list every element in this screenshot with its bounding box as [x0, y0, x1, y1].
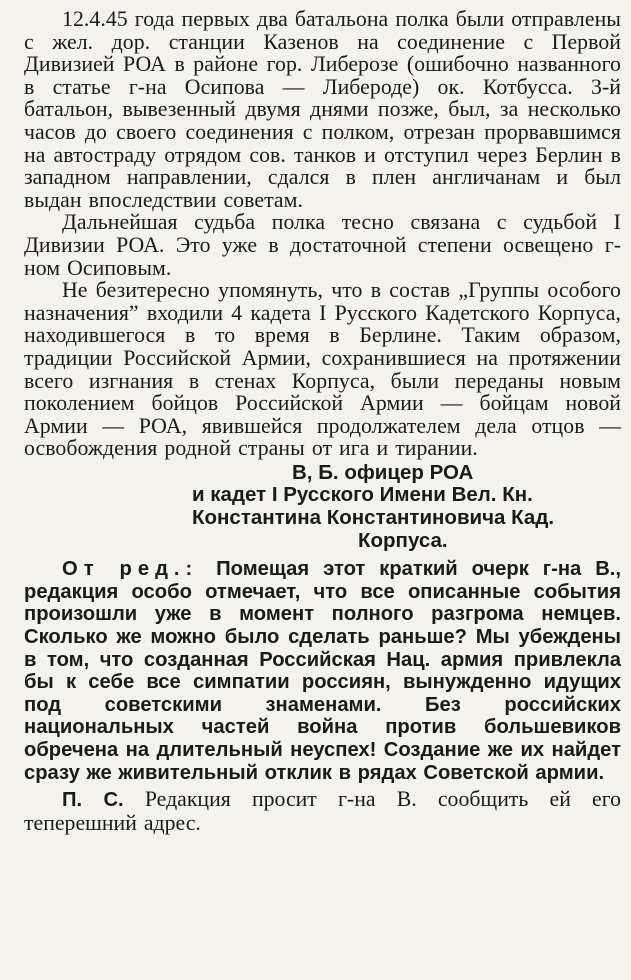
signature-line: В, Б. офицер РОА: [292, 460, 474, 484]
postscript: [24, 788, 621, 834]
article-paragraph: 12.4.45 года первых два батальона полка были отправлены с жел. дор. станции Казенов на соединение с Первой Дивизией РОА в районе гор. Либерозе (ошибочно названного в статье г-на Осипова — Либероде) ок. Котбусса. 3-й батальон, вывезенный двумя днями позже, был, за несколько часов до своего соединения с полком, отрезан прорвавшимся на автостраду отрядом сов. танков и отступил через Берлин в западном направлении, сдался в плен англичанам и был выдан впоследствии советам.: [24, 7, 621, 212]
postscript-lead: П. С.: [62, 789, 124, 812]
signature-line: Константина Константиновича Кад.: [192, 506, 555, 530]
article-body: [24, 8, 621, 460]
article-paragraph: Не безитересно упомянуть, что в состав „Группы особого назначения” входили 4 кадета I Русского Кадетского Корпуса, находившегося в то время в Берлине. Таким образом, традиции Российской Армии, сохранившиеся на протяжении всего изгнания в стенах Корпуса, были переданы новым поколением бойцов Российской Армии — бойцам новой Армии — РОА, явившейся продолжателем дела отцов — освобождения родной страны от ига и тирании.: [24, 278, 621, 461]
signature-line: Корпуса.: [358, 528, 448, 552]
author-signature: [24, 462, 621, 552]
editorial-text: Помещая этот краткий очерк г-на В., редакция особо отмечает, что все описанные события произошли уже в момент полного разгрома немцев. Сколько же можно было сделать раньше? Мы убеждены в том, что созданная Российская Нац. армия привлекла бы к себе все симпатии россиян, вынужденно идущих под советскими знаменами. Без российских национальных частей война против большевиков обречена на длительный неуспех! Создание же их найдет сразу же живительный отклик в рядах Советской армии.: [24, 558, 621, 784]
signature-line: и кадет I Русского Имени Вел. Кн.: [192, 483, 533, 507]
article-paragraph: Дальнейшая судьба полка тесно связана с судьбой I Дивизии РОА. Это уже в достаточной степени освещено г-ном Осиповым.: [24, 210, 621, 280]
editorial-lead: От ред.:: [62, 558, 199, 581]
editorial-note: [24, 558, 621, 784]
postscript-text: Редакция просит г-на В. сообщить ей его теперешний адрес.: [24, 787, 622, 835]
